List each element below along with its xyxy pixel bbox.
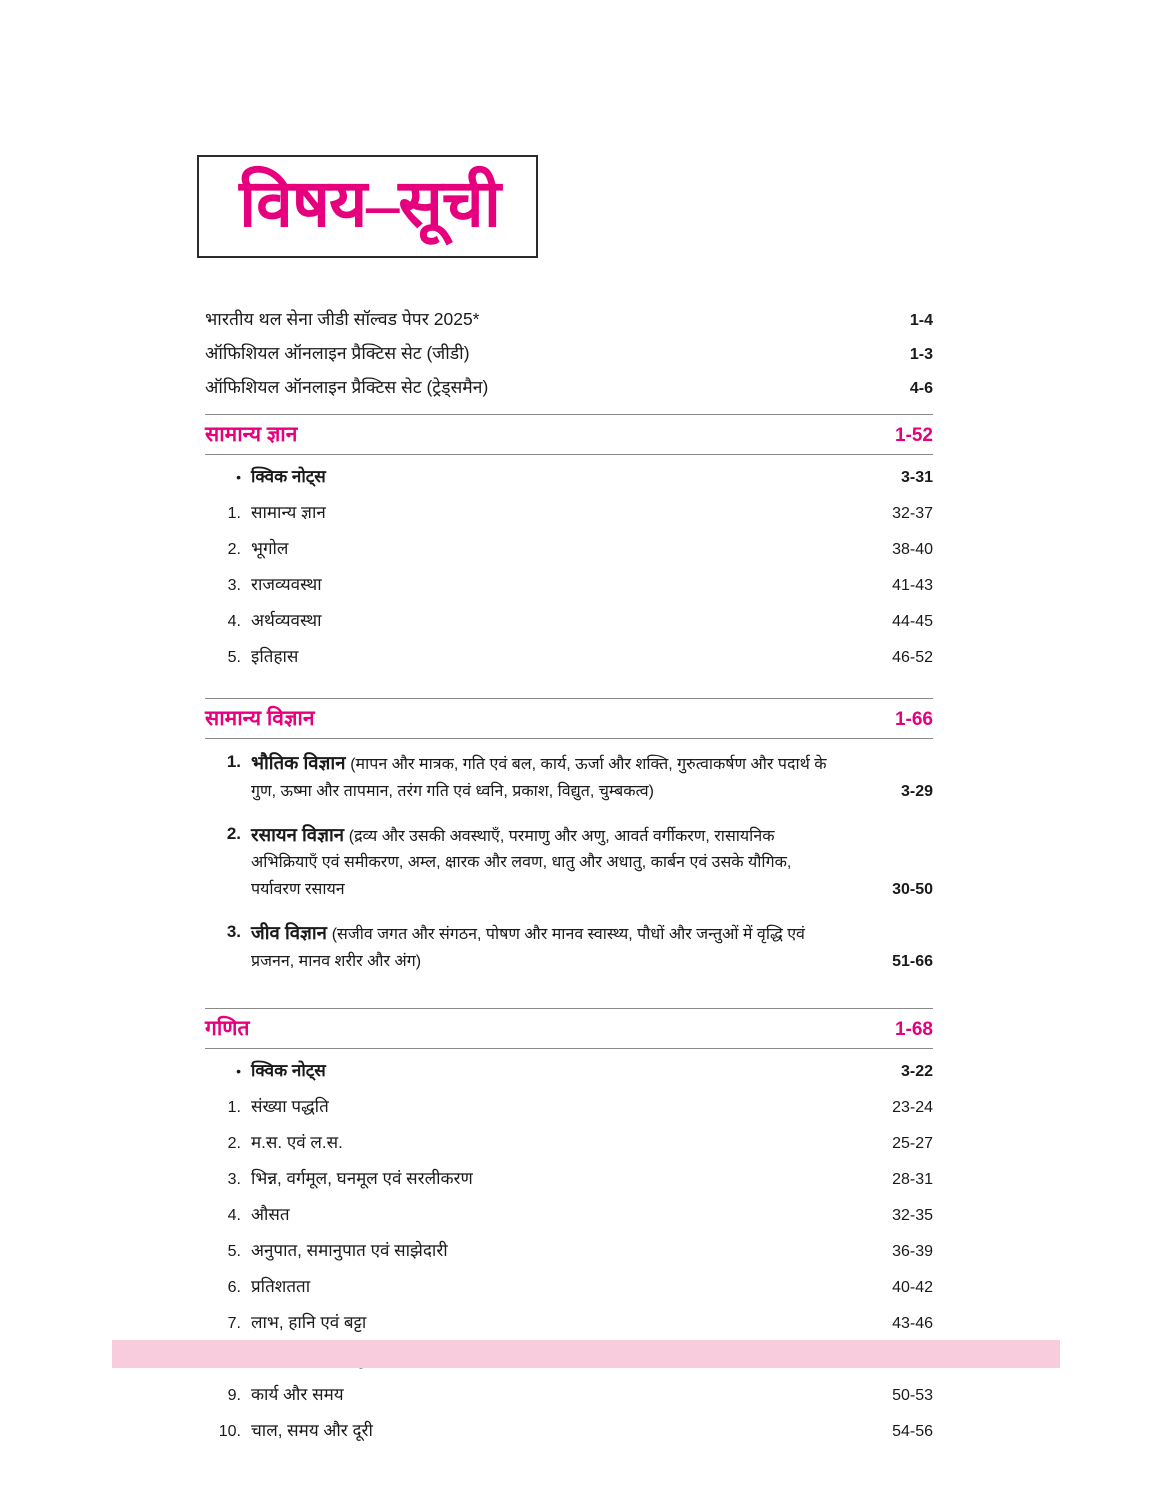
page-title: विषय–सूची xyxy=(239,167,500,241)
list-item[interactable] xyxy=(205,603,933,639)
section-body-general-knowledge xyxy=(205,455,933,691)
list-item[interactable] xyxy=(205,1053,933,1089)
item-label: क्विक नोट्स xyxy=(251,1060,326,1080)
item-label: चाल, समय और दूरी xyxy=(251,1420,373,1440)
list-item[interactable] xyxy=(205,1197,933,1233)
item-number: 9. xyxy=(227,1386,241,1404)
item-pages: 41-43 xyxy=(892,577,933,594)
item-number: 3. xyxy=(226,921,241,941)
list-item[interactable] xyxy=(205,1125,933,1161)
item-label: प्रतिशतता xyxy=(251,1276,311,1296)
item-number: 5. xyxy=(227,649,241,666)
section-body-general-science xyxy=(205,739,933,1001)
item-number: 10. xyxy=(218,1422,241,1440)
section-title: गणित xyxy=(205,1016,250,1040)
front-matter-pages: 4-6 xyxy=(909,380,933,397)
item-number: 5. xyxy=(227,1242,241,1260)
item-pages: 32-37 xyxy=(892,505,933,522)
list-item[interactable] xyxy=(205,567,933,603)
item-description: (सजीव जगत और संगठन, पोषण और मानव स्वास्थ्य, पौधों और जन्तुओं में वृद्धि एवं प्रजनन, मानव शरीर और अंग) xyxy=(251,925,805,970)
item-label: सामान्य ज्ञान xyxy=(251,503,326,522)
item-label: भिन्न, वर्गमूल, घनमूल एवं सरलीकरण xyxy=(251,1168,473,1188)
item-number: 1. xyxy=(227,1098,241,1116)
item-pages: 23-24 xyxy=(892,1098,933,1116)
item-body xyxy=(251,749,861,805)
item-pages: 30-50 xyxy=(892,881,933,899)
item-pages: 51-66 xyxy=(892,952,933,970)
list-item[interactable] xyxy=(205,913,933,985)
item-number: 3. xyxy=(227,577,241,594)
section-pages: 1-68 xyxy=(894,1018,933,1040)
section-title: सामान्य ज्ञान xyxy=(205,423,298,446)
list-item[interactable] xyxy=(205,1161,933,1197)
item-pages: 36-39 xyxy=(892,1242,933,1260)
item-label: रसायन विज्ञान xyxy=(251,823,344,845)
front-matter-list xyxy=(205,305,933,407)
item-label: इतिहास xyxy=(251,647,299,666)
item-label: क्विक नोट्स xyxy=(251,467,326,486)
item-pages: 28-31 xyxy=(892,1170,933,1188)
item-pages: 46-52 xyxy=(892,649,933,666)
item-pages: 3-22 xyxy=(900,1062,933,1080)
front-matter-pages: 1-4 xyxy=(909,312,933,329)
item-pages: 3-29 xyxy=(900,782,933,800)
list-item[interactable] xyxy=(205,1377,933,1413)
item-pages: 38-40 xyxy=(892,541,933,558)
item-label: अर्थव्यवस्था xyxy=(251,611,322,630)
item-pages: 50-53 xyxy=(892,1386,933,1404)
item-pages: 54-56 xyxy=(892,1422,933,1440)
item-label: म.स. एवं ल.स. xyxy=(251,1132,343,1152)
item-pages: 25-27 xyxy=(892,1134,933,1152)
list-item[interactable] xyxy=(205,639,933,675)
item-body xyxy=(251,919,861,975)
bottom-decorative-bar xyxy=(112,1340,1060,1368)
item-label: अनुपात, समानुपात एवं साझेदारी xyxy=(251,1240,448,1260)
item-label: औसत xyxy=(251,1204,290,1224)
bullet-icon: • xyxy=(236,1062,241,1079)
item-label: कार्य और समय xyxy=(251,1384,344,1404)
front-matter-pages: 1-3 xyxy=(909,346,933,363)
item-number: 1. xyxy=(226,752,241,771)
item-pages: 40-42 xyxy=(892,1278,933,1296)
item-number: 7. xyxy=(227,1314,241,1332)
item-label: लाभ, हानि एवं बट्टा xyxy=(251,1312,367,1332)
front-matter-label: ऑफिशियल ऑनलाइन प्रैक्टिस सेट (जीडी) xyxy=(205,343,470,363)
page-title-box xyxy=(197,155,538,258)
item-number: 3. xyxy=(227,1170,241,1188)
item-label: राजव्यवस्था xyxy=(251,575,322,594)
list-item[interactable] xyxy=(205,1413,933,1449)
list-item[interactable] xyxy=(205,373,933,407)
list-item[interactable] xyxy=(205,495,933,531)
item-number: 2. xyxy=(226,823,241,843)
section-header-mathematics[interactable] xyxy=(205,1008,933,1049)
list-item[interactable] xyxy=(205,1305,933,1341)
list-item[interactable] xyxy=(205,743,933,815)
section-body-mathematics xyxy=(205,1049,933,1465)
section-pages: 1-66 xyxy=(894,709,933,730)
item-pages: 44-45 xyxy=(892,613,933,630)
item-label: भौतिक विज्ञान xyxy=(251,752,346,773)
item-description: (मापन और मात्रक, गति एवं बल, कार्य, ऊर्जा और शक्ति, गुरुत्वाकर्षण और पदार्थ के गुण, ऊष्मा और तापमान, तरंग गति एवं ध्वनि, प्रकाश, विद्युत, चुम्बकत्व) xyxy=(251,756,827,800)
list-item[interactable] xyxy=(205,1089,933,1125)
item-number: 6. xyxy=(227,1278,241,1296)
list-item[interactable] xyxy=(205,1269,933,1305)
item-number: 2. xyxy=(227,541,241,558)
item-label: संख्या पद्धति xyxy=(251,1096,329,1116)
front-matter-label: भारतीय थल सेना जीडी सॉल्वड पेपर 2025* xyxy=(205,309,480,329)
item-number: 2. xyxy=(227,1134,241,1152)
list-item[interactable] xyxy=(205,1233,933,1269)
item-number: 4. xyxy=(227,1206,241,1224)
item-label: भूगोल xyxy=(251,539,289,558)
item-pages: 32-35 xyxy=(892,1206,933,1224)
item-description: (द्रव्य और उसकी अवस्थाएँ, परमाणु और अणु, आवर्त वर्गीकरण, रासायनिक अभिक्रियाएँ एवं समीकरण, अम्ल, क्षारक और लवण, धातु और अधातु, कार्बन एवं उसके यौगिक, पर्यावरण रसायन xyxy=(251,827,792,899)
item-label: जीव विज्ञान xyxy=(251,921,327,943)
item-number: 4. xyxy=(227,613,241,630)
section-header-general-knowledge[interactable] xyxy=(205,414,933,455)
item-pages: 43-46 xyxy=(892,1314,933,1332)
section-pages: 1-52 xyxy=(894,425,933,446)
section-title: सामान्य विज्ञान xyxy=(205,707,315,730)
table-of-contents xyxy=(205,305,933,1465)
section-header-general-science[interactable] xyxy=(205,698,933,739)
list-item[interactable] xyxy=(205,531,933,567)
item-pages: 3-31 xyxy=(900,469,933,486)
list-item[interactable] xyxy=(205,305,933,339)
list-item[interactable] xyxy=(205,459,933,495)
bullet-icon: • xyxy=(236,469,241,485)
list-item[interactable] xyxy=(205,339,933,373)
item-number: 1. xyxy=(227,505,241,522)
item-body xyxy=(251,821,861,903)
front-matter-label: ऑफिशियल ऑनलाइन प्रैक्टिस सेट (ट्रेड्समैन) xyxy=(205,377,489,397)
list-item[interactable] xyxy=(205,815,933,913)
